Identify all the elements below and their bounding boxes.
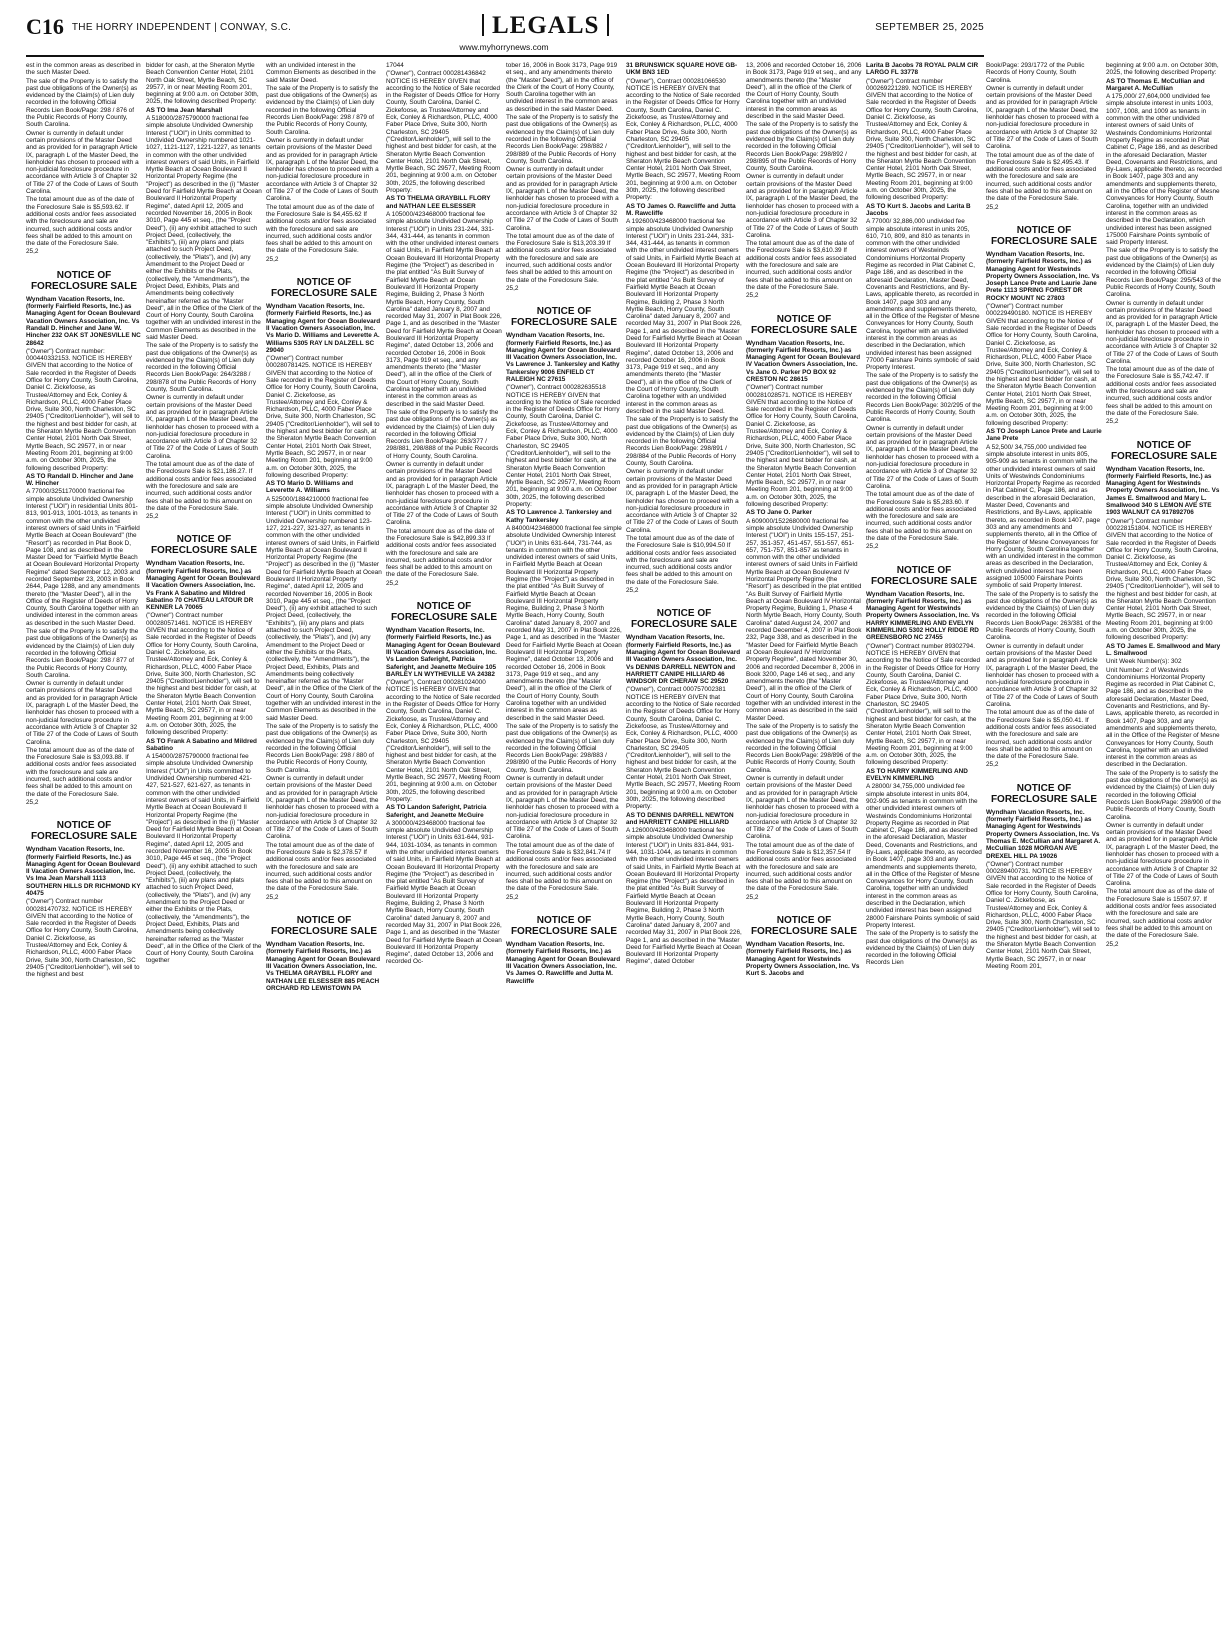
notice-text: The total amount due as of the date of the Foreclosure Sale is $3,093.88. If additional costs and/or fees associated with the foreclosure and sale are incurred, such additional costs and/or fees shall be added to this amount on the date of the Foreclosure Sale. xyxy=(26,746,137,798)
notice-heading: NOTICE OF FORECLOSURE SALE xyxy=(630,608,738,631)
notice-party: AS TO Mario D. Williams and Leverette A. Williams xyxy=(266,480,354,495)
notice-party: Wyndham Vacation Resorts, Inc. (formerly Fairfield Resorts, Inc.) as Managing Agent for Ocean Boulevard II Vacation Owners Association, Inc. Vs Ima Jean Marshall 1113 SOUTHERN HILLS DR RICHMOND KY 40475 xyxy=(26,846,141,897)
notice-text: The sale of the Property is to satisfy the past due obligations of the Owner(s) as evidenced by the Claim(s) of Lien duly recorded in the following Official Records Lien Book/Page: 298 / 876 of the Public Records of Horry County, South Carolina. xyxy=(26,77,139,129)
notice-text: The sale of the Property is to satisfy the past due obligations of the Owner(s) as evidenced by the Claim(s) of Lien duly recorded in the following Official Records Lien Book/Page: 263/381 of the Public Records of Horry County, South Carolina. xyxy=(986,590,1102,642)
notice-party: AS TO Thomas E. McCullian and Margaret A. McCullian xyxy=(1106,77,1205,92)
notice-party: AS TO HARRY KIMMERLING AND EVELYN KIMMERLING xyxy=(866,767,968,783)
notice-party: AS TO Jane O. Parker xyxy=(746,509,812,517)
notice-party: Wyndham Vacation Resorts, Inc. (formerly Fairfield Resorts, Inc.) as Managing Agent for Ocean Boulevard IV Vacation Owners Association, Inc. Vs Jane O. Parker PO BOX 92 CRESTON NC 28615 xyxy=(746,339,861,383)
notice-party: AS TO James E. Smallwood and Mary L. Smallwood xyxy=(1106,642,1221,657)
legal-column xyxy=(506,62,622,1627)
notice-text: Owner is currently in default under certain provisions of the Master Deed and as provided for in paragraph Article IX, paragraph L of the Master Deed, the lienholder has chosen to proceed with a non-judicial foreclosure procedure in accordance with Article 3 of Chapter 32 of Title 27 of the Code of Laws of South Carolina. xyxy=(626,468,739,534)
notice-party: Wyndham Vacation Resorts, Inc. (formerly Fairfield Resorts, Inc.) as Managing Agent for Westwinds Property Owners Association, Inc. Vs Thomas E. McCullian and Margaret A. McCullian 1028 MORGAN AVE DREXEL HILL PA 19026 xyxy=(986,808,1101,860)
notice-text: 25,2 xyxy=(506,284,519,292)
section-title-wrap xyxy=(474,12,617,40)
notice-text: The total amount due as of the date of the Foreclosure Sale is $5,593.62. If additional costs and/or fees associated with the foreclosure and sale are incurred, such additional costs and/or fees shall be added to this amount on the date of the Foreclosure Sale. xyxy=(26,196,137,248)
notice-text: Owner is currently in default under certain provisions of the Master Deed and as provided for in paragraph Article IX, paragraph L of the Master Deed, the lienholder has chosen to proceed with a non-judicial foreclosure procedure in accordance with Article 3 of Chapter 32 of Title 27 of the Code of Laws of South Carolina. xyxy=(266,136,379,203)
notice-text: 25,2 xyxy=(386,579,399,587)
notice-text: Book/Page: 293/1772 of the Public Records of Horry County, South Carolina. xyxy=(986,62,1085,84)
notice-text: The sale of the Property is to satisfy the past due obligations of the Owner(s) as evidenced by the Claim(s) of Lien duly recorded in the following Official Records Lien Book/Page: 298/883 / 298/890 of the Public Records of Horry County, South Carolina. xyxy=(506,722,619,774)
legal-columns xyxy=(26,62,1222,1627)
notice-text: 25,2 xyxy=(1106,418,1119,426)
notice-text: ("Owner"), Contract 000281436842 NOTICE IS HEREBY GIVEN that according to the Notice of Sale recorded in the Register of Deeds Office for Horry County, South Carolina, Daniel C. Zickefoose, as Trustee/Attorney and Eck, Conley & Richardson, PLLC, 4000 Faber Place Drive, Suite 300, North Charleston, SC 29405 ("Creditor/Lienholder"), will sell to the highest and best bidder for cash, at the Sheraton Myrtle Beach Convention Center Hotel, 2101 North Oak Street, Myrtle Beach, SC 29577, Meeting Room 201, beginning at 9:00 a.m. on October 30th, 2025, the following described Property: xyxy=(386,70,501,195)
notice-text: 25,2 xyxy=(266,893,279,901)
notice-text: A 192600/423468000 fractional fee simple absolute Undivided Ownership Interest ("UOI") in Units 231-244, 331-344, 431-444, as tenants in common with the other undivided interest owners of said Units, in Fairfield Myrtle Beach at Ocean Boulevard III Horizontal Property Regime (the "Project") as described in the plat entitled "As Built Survey of Fairfield Myrtle Beach at Ocean Boulevard III Horizontal Property Regime, Building 2, Phase 3 North Myrtle Beach, Horry County, South Carolina" dated January 8, 2007 and recorded May 31, 2007 in Plat Book 226, Page 1, and as described in the "Master Deed for Fairfield Myrtle Beach at Ocean Boulevard III Horizontal Property Regime", dated October 13, 2006 and recorded October 16, 2006 in Book 3173, Page 919 et seq., and any amendments thereto (the "Master Deed"), all in the office of the Clerk of the Court of Horry County, South Carolina together with an undivided interest in the common areas as described in the said Master Deed. xyxy=(626,218,742,415)
notice-text: The sale of the Property is to satisfy the past due obligations of the Owner(s) as evidenced by the Claim(s) of Lien duly recorded in the following Official Records Lien xyxy=(866,930,979,967)
notice-text: ("Owner"), Contract 000281066530 NOTICE IS HEREBY GIVEN that according to the Notice of Sale recorded in the Register of Deeds Office for Horry County, South Carolina, Daniel C. Zickefoose, as Trustee/Attorney and Eck, Conley & Richardson, PLLC, 4000 Faber Place Drive, Suite 300, North Charleston, SC 29405 ("Creditor/Lienholder"), will sell to the highest and best bidder for cash, at the Sheraton Myrtle Beach Convention Center Hotel, 2101 North Oak Street, Myrtle Beach, SC 29577, Meeting Room 201, beginning at 9:00 a.m. on October 30th, 2025, the following described Property: xyxy=(626,77,741,202)
notice-text: The sale of the Property is to satisfy the past due obligations of the Owner(s) as evidenced by the Claim(s) of Lien duly recorded in the following Official Records Lien Book/Page: 298/892 / 298/895 of the Public Records of Horry County, South Carolina. xyxy=(746,121,859,173)
legal-column xyxy=(386,62,502,1627)
legal-column xyxy=(26,62,142,1627)
notice-text: The sale of the Property is to satisfy the past due obligations of the Owner(s) as evidenced by the Claim(s) of Lien duly recorded in the following Official Records Lien Book/Page: 295/543 of the Public Records of Horry County, South Carolina. xyxy=(1106,247,1222,299)
notice-text: The sale of the Property is to satisfy the past due obligations of the Owner(s) as evidenced by the Claim(s) of Lien duly recorded in the following Official Records Lien Book/Page: 298/891 / 298/884 of the Public Records of Horry County, South Carolina. xyxy=(626,416,739,468)
notice-text: The sale of the Property is to satisfy the past due obligations of the Owner(s) as evidenced by the Claim(s) of Lien duly recorded in the following Official Records Lien Book/Page: 298 / 877 of the Public Records of Horry County, South Carolina. xyxy=(26,628,139,679)
notice-text: Owner is currently in default under certain provisions of the Master Deed and as provided for in paragraph Article IX, paragraph L of the Master Deed, the lienholder has chosen to proceed with a non-judicial foreclosure procedure in accordance with Article 3 of Chapter 32 of Title 27 of the Code of Laws of South Carolina. xyxy=(746,775,859,841)
notice-text: Owner is currently in default under certain provisions of the Master Deed and as provided for in paragraph Article IX, paragraph L of the Master Deed, the lienholder has chosen to proceed with a non-judicial foreclosure procedure in accordance with Article 3 of Chapter 32 of Title 27 of the Code of Laws of South Carolina. xyxy=(986,642,1099,709)
notice-party: Wyndham Vacation Resorts, Inc. (formerly Fairfield Resorts, Inc.) as Managing Agent for Ocean Boulevard II Vacation Owners Association, Inc. Vs Frank A Sabatino and Mildred Sabatino 70 CHATEAU LATOUR DR KENNER LA 70065 xyxy=(146,560,261,612)
notice-heading: NOTICE OF FORECLOSURE SALE xyxy=(1110,439,1218,462)
notice-party: Wyndham Vacation Resorts, Inc. (formerly Fairfield Resorts, Inc.) as Managing Agent for Ocean Boulevard III Vacation Owners Association, Inc. Vs Landon Saferight, Patricia Saferight, and Jeanette McGuire 105 BARLEY LN WYTHEVILLE VA 24382 xyxy=(386,627,501,678)
notice-text: bidder for cash, at the Sheraton Myrtle Beach Convention Center Hotel, 2101 North Oak Street, Myrtle Beach, SC 29577, in or near Meeting Room 201, beginning at 9:00 a.m. on October 30th, 2025, the following described Property: xyxy=(146,62,259,106)
notice-party: Wyndham Vacation Resorts, Inc. (formerly Fairfield Resorts, Inc.) as Managing Agent for Ocean Boulevard Vacation Owners Association, Inc. Vs Randall D. Hincher and Jane W. Hincher 232 OAK ST JONESVILLE NC 28642 xyxy=(26,295,141,347)
notice-text: 25,2 xyxy=(26,798,39,806)
header-rule xyxy=(26,55,984,57)
notice-party: Wyndham Vacation Resorts, Inc. (formerly Fairfield Resorts, Inc.) as Managing Agent for Westwinds Property Owners Association, Inc. Vs James E. Smallwood and Mary L. Smallwood 340 S LEMON AVE STE 1903 WALNUT CA 917892706 xyxy=(1106,465,1220,517)
notice-heading: NOTICE OF FORECLOSURE SALE xyxy=(30,269,138,292)
notice-text: ("Owner") Contract number 000229490180. NOTICE IS HEREBY GIVEN that according to the Notice of Sale recorded in the Register of Deeds Office for Horry County, South Carolina, Daniel C. Zickefoose, as Trustee/Attorney and Eck, Conley & Richardson, PLLC, 4000 Faber Place Drive, Suite 300, North Charleston, SC 29405 ("Creditor/Lienholder"), will sell to the highest and best bidder for cash, at the Sheraton Myrtle Beach Convention Center Hotel, 2101 North Oak Street, Myrtle Beach, SC 29577, in or near Meeting Room 201, beginning at 9:00 a.m. on October 30th, 2025, the following described Property: xyxy=(986,303,1100,427)
notice-text: The sale of the Property is to satisfy the past due obligations of the Owner(s) as evidenced by the Claim(s) of Lien duly recorded in the following Official Records Lien Book/Page: 298 / 880 of the Public Records of Horry County, South Carolina. xyxy=(266,722,379,774)
notice-heading: NOTICE OF FORECLOSURE SALE xyxy=(510,306,618,329)
notice-text: A 126000/423468000 fractional fee simple absolute Undivided Ownership Interest ("UOI") in Units 831-844, 931-944, 1031-1044, as tenants in common with the other undivided interest owners of said Units, in Fairfield Myrtle Beach at Ocean Boulevard III Horizontal Property Regime (the "Project") as described in the plat entitled "As Built Survey of Fairfield Myrtle Beach at Ocean Boulevard III Horizontal Property Regime, Building 2, Phase 3 North Myrtle Beach, Horry County, South Carolina" dated January 8, 2007 and recorded May 31, 2007 in Plat Book 226, Page 1, and as described in the "Master Deed for Fairfield Myrtle Beach at Ocean Boulevard III Horizontal Property Regime", dated October xyxy=(626,827,742,966)
notice-heading: NOTICE OF FORECLOSURE SALE xyxy=(750,915,858,938)
notice-text: The total amount due as of the date of the Foreclosure Sale is $4,455.62 If additional costs and/or fees associated with the foreclosure and sale are incurred, such additional costs and/or fees shall be added to this amount on the date of the Foreclosure Sale. xyxy=(266,203,377,255)
notice-heading: NOTICE OF FORECLOSURE SALE xyxy=(990,782,1098,805)
notice-text: ("Owner") Contract number 000281028571. NOTICE IS HEREBY GIVEN that according to the Notice of Sale recorded in the Register of Deeds Office for Horry County, South Carolina, Daniel C. Zickefoose, as Trustee/Attorney and Eck, Conley & Richardson, PLLC, 4000 Faber Place Drive, Suite 300, North Charleston, SC 29405 ("Creditor/Lienholder"), will sell to the highest and best bidder for cash, at the Sheraton Myrtle Beach Convention Center Hotel, 2101 North Oak Street, Myrtle Beach, SC 29577, in or near Meeting Room 201, beginning at 9:00 a.m. on October 30th, 2025, the following described Property: xyxy=(746,384,860,509)
notice-text: A 77000/ 32,886,000 undivided fee simple absolute interest in units 205, 610, 710, 809, and 810 as tenants in common with the other undivided interest owners of Westwinds Condominiums Horizontal Property Regime as recorded in Plat Cabinet C, Page 186, and as described in the aforesaid Declaration, Master Deed, Covenants and Restrictions, and By-Laws, applicable thereto, as recorded in Book 1407, page 303 and any amendments and supplements thereto, all in the Office of the Register of Mesne Conveyances for Horry County, South Carolina, together with an undivided interest in the common areas as described in the Declaration, which undivided interest has been assigned 77000 Fairshare Points symbolic of said Property Interest. xyxy=(866,218,980,372)
notice-text: 25,2 xyxy=(266,255,279,263)
masthead xyxy=(26,14,984,40)
notice-text: The total amount due as of the date of the Foreclosure Sale is $2,378.57 If additional costs and/or fees associated with the foreclosure and sale are incurred, such additional costs and/or fees shall be added to this amount on the date of the Foreclosure Sale. xyxy=(266,841,377,893)
notice-text: A 175,000/ 27,604,000 undivided fee simple absolute interest in units 1003, 1007, 1008, and 1009 as tenants in common with the other undivided interest owners of said Units of Westwinds Condominiums Horizontal Property Regime as recorded in Plat Cabinet C, Page 186, and as described in the aforesaid Declaration, Master Deed, Covenants and Restrictions, and By-Laws, applicable thereto, as recorded in Book 1407, page 303 and any amendments and supplements thereto, all in the Office of the Register of Mesne Conveyances for Horry County, South Carolina, together with an undivided interest in the common areas as described in the Declaration, which undivided interest has been assigned 175000 Fairshare Points symbolic of said Property Interest. xyxy=(1106,93,1222,247)
notice-text: The sale of the Property is to satisfy the past due obligations of the Owner(s) as evidenced by the Claim(s) of Lien duly recorded in the following Official Records Lien Book/Page: 264/3288 / 298/878 of the Public Records of Horry County, South Carolina. xyxy=(146,342,259,394)
notice-text: 25,2 xyxy=(626,587,639,595)
notice-text: 25,2 xyxy=(146,513,159,521)
notice-text: Owner is currently in default under certain provisions of the Master Deed and as provided for in paragraph Article IX, paragraph L of the Master Deed, the lienholder has chosen to proceed with a non-judicial foreclosure procedure in accordance with Article 3 of Chapter 32 of Title 27 of the Code of Laws of South Carolina. xyxy=(26,129,139,196)
notice-text: 25,2 xyxy=(746,893,759,901)
notice-text: Owner is currently in default under certain provisions of the Master Deed and as provided for in paragraph Article IX, paragraph L of the Master Deed, the lienholder has chosen to proceed with a non-judicial foreclosure procedure in accordance with Article 3 of Chapter 32 of Title 27 of the Code of Laws of South Carolina. xyxy=(986,84,1099,151)
notice-text: The sale of the Property is to satisfy the past due obligations of the Owner(s) as evidenced by the Claim(s) of Lien duly recorded in the following Official Records Lien Book/Page: 298 / 879 of the Public Records of Horry County, South Carolina. xyxy=(266,84,379,136)
notice-party: AS TO Kurt S. Jacobs and Larita B Jacobs xyxy=(866,202,971,217)
notice-text: ("Owner"), Contract 000757002381 NOTICE IS HEREBY GIVEN that according to the Notice of Sale recorded in the Register of Deeds Office for Horry County, South Carolina, Daniel C. Zickefoose, as Trustee/Attorney and Eck, Conley & Richardson, PLLC, 4000 Faber Place Drive, Suite 300, North Charleston, SC 29405 ("Creditor/Lienholder"), will sell to the highest and best bidder for cash, at the Sheraton Myrtle Beach Convention Center Hotel, 2101 North Oak Street, Myrtle Beach, SC 29577, Meeting Room 201, beginning at 9:00 a.m. on October 30th, 2025, the following described Property: xyxy=(626,686,741,811)
notice-party: AS TO Ima Jean Marshall xyxy=(146,106,223,114)
notice-text: The total amount due as of the date of the Foreclosure Sale is $32,841.74 If additional costs and/or fees associated with the foreclosure and sale are incurred, such additional costs and/or fees shall be added to this amount on the date of the Foreclosure Sale. xyxy=(506,841,617,893)
notice-text: Owner is currently in default under certain provisions of the Master Deed and as provided for in paragraph Article IX, paragraph L of the Master Deed, the lienholder has chosen to proceed with a non-judicial foreclosure procedure in accordance with Article 3 of Chapter 32 of Title 27 of the Code of Laws of South Carolina. xyxy=(866,424,979,490)
notice-text: The sale of the Property is to satisfy the past due obligations of the Owner(s) as evidenced by the Claim(s) of Lien duly recorded in the following Official Records Lien Book/Page: 302/295 of the Public Records of Horry County, South Carolina. xyxy=(866,372,982,424)
notice-text: A 525000/1884210000 fractional fee simple absolute Undivided Ownership Interest ("UOI") in Units committed to Undivided Ownership numbered 123-127, 221-227, 321-327, as tenants in common with the other undivided interest owners of said Units, in Fairfield Myrtle Beach at Ocean Boulevard II Horizontal Property Regime (the "Project") as described in the (i) "Master Deed for Fairfield Myrtle Beach at Ocean Boulevard II Horizontal Property Regime", dated April 12, 2005 and recorded November 16, 2005 in Book 3010, Page 445 et seq., (the "Project Deed"), (ii) any exhibit attached to such Project Deed, (collectively, the "Exhibits"), (iii) any plans and plats attached to such Project Deed, (collectively, the "Plats"), and (iv) any Amendment to the Project Deed or either the Exhibits or the Plats, (collectively, the "Amendments"), the Project Deed, Exhibits, Plats and Amendments being collectively hereinafter referred as the "Master Deed", all in the Office of the Clerk of the Court of Horry County, South Carolina together with an undivided interest in the Common Elements as described in the said Master Deed. xyxy=(266,495,382,722)
notice-text: Unit Number: 2 of Westwinds Condominiums Horizontal Property Regime as recorded in Plat Cabinet C, Page 186, and as described in the aforesaid Declaration, Master Deed, Covenants and Restrictions, and By-Laws, applicable thereto, as recorded in Book 1407, Page 303, and any amendments and supplements thereto, all in the Office of the Register of Mesne Conveyances for Horry County, South Carolina, together with an undivided interest in the common areas as described in the Declaration. xyxy=(1106,666,1220,769)
notice-party: Wyndham Vacation Resorts, Inc. (formerly Fairfield Resorts, Inc.) as Managing Agent for Ocean Boulevard III Vacation Owners Association, Inc. Vs James O. Rawcliffe and Jutta M. Rawcliffe xyxy=(506,941,621,985)
notice-text: Unit Week Number(s): 302 xyxy=(1106,658,1182,666)
notice-text: est in the common areas as described in the such Master Deed. xyxy=(26,62,141,77)
notice-text: A 52,500/ 34,755,000 undivided fee simple absolute interest in units 805, 905-909 as tenants in common with the other undivided interest owners of said Units of Westwinds Condominiums Horizontal Property Regime as recorded in Plat Cabinet C, Page 186, and as described in the aforesaid Declaration, Master Deed, Covenants and Restrictions, and By-Laws, applicable thereto, as recorded in Book 1407, page 303 and any amendments and supplements thereto, all in the Office of the Register of Mesne Conveyances for Horry County, South Carolina together with an undivided interest in the common areas as described in the Declaration, which undivided interest has been assigned 105000 Fairshare Points symbolic of said Property Interest. xyxy=(986,443,1102,590)
notice-text: Owner is currently in default under certain provisions of the Master Deed and as provided for in paragraph Article IX, paragraph L of the Master Deed, the lienholder has chosen to proceed with a non-judicial foreclosure procedure in accordance with Article 3 of Chapter 32 of Title 27 of the Code of Laws of South Carolina. xyxy=(1106,299,1219,365)
notice-text: A 28000/ 34,755,000 undivided fee simple absolute interest in units 804, 902-905 as tenants in common with the other undivided interest owners of Westwinds Condominiums Horizontal Property Regime as recorded in Plat Cabinet C, Page 186, and as described in the aforesaid Declaration, Master Deed, Covenants and Restrictions, and By-Laws, applicable thereto, as recorded in Book 1407, page 303 and any amendments and supplements thereto, all in the Office of the Register of Mesne Conveyances for Horry County, South Carolina, together with an undivided interest in the common areas as described in the Declaration, which undivided interest has been assigned 28000 Fairshare Points symbolic of said Property Interest. xyxy=(866,783,982,929)
section-title: LEGALS xyxy=(492,12,600,39)
notice-text: tober 16, 2006 in Book 3173, Page 919 et seq., and any amendments thereto (the "Master Deed"), all in the office of the Clerk of the Court of Horry County, South Carolina together with an undivided interest in the common areas as described in the said Master Deed. xyxy=(506,62,618,113)
notice-text: The total amount due as of the date of the Foreclosure Sale is $13,203.39 If additional costs and/or fees associated with the foreclosure and sale are incurred, such additional costs and/or fees shall be added to this amount on the date of the Foreclosure Sale. xyxy=(506,232,617,284)
notice-text: A 154000/2875790000 fractional fee simple absolute Undivided Ownership Interest ("UOI") in Units committed to Undivided Ownership numbered 421-427, 521-527, 621-627, as tenants in common with the other undivided interest owners of said Units, in Fairfield Myrtle Beach at Ocean Boulevard II Horizontal Property Regime (the "Project") as described in the (i) "Master Deed for Fairfield Myrtle Beach at Ocean Boulevard II Horizontal Property Regime", dated April 12, 2005 and recorded November 16, 2005 in Book 3010, Page 445 et seq., (the "Project Deed"), (ii) any exhibit attached to such Project Deed, (collectively, the "Exhibits"), (iii) any plans and plats attached to such Project Deed, (collectively, the "Plats"), and (iv) any Amendment to the Project Deed or either the Exhibits or the Plats, (collectively, the "Amendments"), the Project Deed, Exhibits, Plats and Amendments being collectively hereinafter referred as the "Master Deed", all in the Office of the Clerk of the Court of Horry County, South Carolina together xyxy=(146,753,262,965)
notice-text: The total amount due as of the date of the Foreclosure Sale is $5,283.60. If additional costs and/or fees associated with the foreclosure and sale are incurred, such additional costs and/or fees shall be added to this amount on the date of the Foreclosure Sale. xyxy=(866,491,977,542)
notice-party: Wyndham Vacation Resorts, Inc. (formerly Fairfield Resorts, Inc.) as Managing Agent for Ocean Boulevard III Vacation Owners Association, Inc. Vs DENNIS DARRELL NEWTON and HARRIETT CANIPE HILLIARD 46 WINDSOR DR CHERAW SC 29520 xyxy=(626,634,741,686)
notice-party: AS TO THELMA GRAYBILL FLORY and NATHAN LEE ELSESSER xyxy=(386,195,491,210)
notice-text: The total amount due as of the date of the Foreclosure Sale is $12,357.54 If additional costs and/or fees associated with the foreclosure and sale are incurred, such additional costs and/or fees shall be added to this amount on the date of the Foreclosure Sale. xyxy=(746,841,857,893)
notice-text: Owner is currently in default under certain provisions of the Master Deed and as provided for in paragraph Article IX, paragraph L of the Master Deed, the lienholder has chosen to proceed with a non-judicial foreclosure procedure in accordance with Article 3 of Chapter 32 of Title 27 of the Code of Laws of South Carolina. xyxy=(146,394,259,460)
notice-party: AS TO Lawrence J. Tankersley and Kathy Tankersley xyxy=(506,509,612,524)
notice-text: Owner is currently in default under certain provisions of the Master Deed and as provided for in paragraph Article IX, paragraph L of the Master Deed, the lienholder has chosen to proceed with a non-judicial foreclosure procedure in accordance with Article 3 of Chapter 32 of Title 27 of the Code of Laws of South Carolina. xyxy=(386,461,499,527)
notice-party: Larita B Jacobs 78 ROYAL PALM CIR LARGO FL 33778 xyxy=(866,62,979,77)
notice-party: AS TO DENNIS DARRELL NEWTON and HARRIETT CANIPE HILLIARD xyxy=(626,811,734,826)
notice-party: Wyndham Vacation Resorts, Inc. (formerly Fairfield Resorts, Inc.) as Managing Agent for Westwinds Property Owners Association, Inc. Vs Joseph Lance Prete and Laurie Jane Prete 1113 SPRING FOREST DR ROCKY MOUNT NC 27803 xyxy=(986,250,1100,302)
notice-heading: NOTICE OF FORECLOSURE SALE xyxy=(990,224,1098,247)
notice-heading: NOTICE OF FORECLOSURE SALE xyxy=(270,915,378,938)
notice-text: The total amount due as of the date of the Foreclosure Sale is $21,186.27. If additional costs and/or fees associated with the foreclosure and sale are incurred, such additional costs and/or fees shall be added to this amount on the date of the Foreclosure Sale. xyxy=(146,461,257,512)
notice-text: ("Owner") Contract number 000281470732. NOTICE IS HEREBY GIVEN that according to the Notice of Sale recorded in the Register of Deeds Office for Horry County, South Carolina, Daniel C. Zickefoose, as Trustee/Attorney and Eck, Conley & Richardson, PLLC, 4000 Faber Place Drive, Suite 300, North Charleston, SC 29405 ("Creditor/Lienholder"), will sell to the highest and best xyxy=(26,898,140,979)
notice-party: Wyndham Vacation Resorts, Inc. (formerly Fairfield Resorts, Inc.) as Managing Agent for Westwinds Property Owners Association, Inc. Vs HARRY KIMMERLING AND EVELYN KIMMERLING 5302 HOLLY RIDGE RD GREENSBORO NC 27455 xyxy=(866,590,980,642)
notice-text: The sale of the Property is to satisfy the past due obligations of the Owner(s) as evidenced by the Claim(s) of Lien duly recorded in the following Official Records Lien Book/Page: 298/896 of the Public Records of Horry County, South Carolina. xyxy=(746,722,862,774)
notice-party: Wyndham Vacation Resorts, Inc. (formerly Fairfield Resorts, Inc.) as Managing Agent for Westwinds Property Owners Association, Inc. Vs Kurt S. Jacobs and xyxy=(746,941,860,978)
notice-text: A 77000/3251170000 fractional fee simple absolute Undivided Ownership Interest ("UOI") in residential Units 801-813, 901-913, 1001-1013, as tenants in common with the other undivided interest owners of said Units in "Fairfield Myrtle Beach at Ocean Boulevard" (the "Resort") as recorded in Plat Book D, Page 108, and as described in the Master Deed for "Fairfield Myrtle Beach at Ocean Boulevard Horizontal Property Regime" dated September 12, 2003 and recorded September 23, 2003 in Book 2644, Page 1288, and any amendments thereto (the "Master Deed"), all in the Office of the Register of Deeds of Horry County, South Carolina together with an undivided interest in the common areas as described in the such Master Deed. xyxy=(26,488,141,627)
notice-text: A 518000/2875790000 fractional fee simple absolute Undivided Ownership Interest ("UOI") in Units committed to Undivided Ownership numbered 1021-1027, 1121-1127, 1221-1227, as tenants in common with the other undivided interest owners of said Units, in Fairfield Myrtle Beach at Ocean Boulevard II Horizontal Property Regime (the "Project") as described in the (i) "Master Deed for Fairfield Myrtle Beach at Ocean Boulevard II Horizontal Property Regime", dated April 12, 2005 and recorded November 16, 2005 in Book 3010, Page 445 et seq., (the "Project Deed"), (ii) any exhibit attached to such Project Deed, (collectively, the "Exhibits"), (iii) any plans and plats attached to such Project Deed, (collectively, the "Plats"), and (iv) any Amendment to the Project Deed or either the Exhibits or the Plats, (collectively, the "Amendments"), the Project Deed, Exhibits, Plats and Amendments being collectively hereinafter referred as the "Master Deed", all in the Office of the Clerk of the Court of Horry County, South Carolina together with an undivided interest in the Common Elements as described in the said Master Deed. xyxy=(146,115,262,341)
notice-text: A 300000/423468000 fractional fee simple absolute Undivided Ownership Interest ("UOI") in Units 631-644, 931-944, 1031-1034, as tenants in common with the other undivided interest owners of said Units, in Fairfield Myrtle Beach at Ocean Boulevard III Horizontal Property Regime (the "Project") as described in the plat entitled "As Built Survey of Fairfield Myrtle Beach at Ocean Boulevard III Horizontal Property Regime, Building 2, Phase 3 North Myrtle Beach, Horry County, South Carolina" dated January 8, 2007 and recorded May 31, 2007 in Plat Book 226, Page 1, and as described in the "Master Deed for Fairfield Myrtle Beach at Ocean Boulevard III Horizontal Property Regime", dated October 13, 2006 and recorded Oc- xyxy=(386,819,502,966)
notice-text: 13, 2006 and recorded October 16, 2006 in Book 3173, Page 919 et seq., and any amendments thereto (the "Master Deed"), all in the office of the Clerk of the Court of Horry County, South Carolina together with an undivided interest in the common areas as described in the said Master Deed. xyxy=(746,62,862,121)
notice-text: The total amount due as of the date of the Foreclosure Sale is $3,610.39 If additional costs and/or fees associated with the foreclosure and sale are incurred, such additional costs and/or fees shall be added to this amount on the date of the Foreclosure Sale. xyxy=(746,240,857,291)
issue-date: SEPTEMBER 25, 2025 xyxy=(875,21,984,33)
notice-heading: NOTICE OF FORECLOSURE SALE xyxy=(750,313,858,336)
legal-column xyxy=(1106,62,1222,1627)
publication-line: THE HORRY INDEPENDENT | CONWAY, S.C. xyxy=(71,21,292,33)
legal-column xyxy=(986,62,1102,1627)
legal-column xyxy=(266,62,382,1627)
notice-party: Wyndham Vacation Resorts, Inc. (formerly Fairfield Resorts, Inc.) as Managing Agent for Ocean Boulevard III Vacation Owners Association, Inc. Vs THELMA GRAYBILL FLORY and NATHAN LEE ELSESSER 885 PEACH ORCHARD RD LEWISTOWN PA xyxy=(266,941,381,992)
notice-text: A 84000/423468000 fractional fee simple absolute Undivided Ownership Interest ("UOI") in Units 631-644, 731-744, as tenants in common with the other undivided interest owners of said Units, in Fairfield Myrtle Beach at Ocean Boulevard III Horizontal Property Regime (the "Project") as described in the plat entitled "As Built Survey of Fairfield Myrtle Beach at Ocean Boulevard III Horizontal Property Regime, Building 2, Phase 3 North Myrtle Beach, Horry County, South Carolina" dated January 8, 2007 and recorded May 31, 2007 in Plat Book 226, Page 1, and as described in the "Master Deed for Fairfield Myrtle Beach at Ocean Boulevard III Horizontal Property Regime", dated October 13, 2006 and recorded October 16, 2006 in Book 3173, Page 919 et seq., and any amendments thereto (the "Master Deed"), all in the office of the Clerk of the Court of Horry County, South Carolina together with an undivided interest in the common areas as described in the said Master Deed. xyxy=(506,524,622,722)
notice-party: AS TO Joseph Lance Prete and Laurie Jane Prete xyxy=(986,428,1102,443)
notice-text: ("Owner"), Contract 000281024000 NOTICE IS HEREBY GIVEN that according to the Notice of Sale recorded in the Register of Deeds Office for Horry County, South Carolina, Daniel C. Zickefoose, as Trustee/Attorney and Eck, Conley & Richardson, PLLC, 4000 Faber Place Drive, Suite 300, North Charleston, SC 29405 ("Creditor/Lienholder"), will sell to the highest and best bidder for cash, at the Sheraton Myrtle Beach Convention Center Hotel, 2101 North Oak Street, Myrtle Beach, SC 29577, Meeting Room 201, beginning at 9:00 a.m. on October 30th, 2025, the following described Property: xyxy=(386,679,501,803)
notice-text: The total amount due as of the date of the Foreclosure Sale is $5,742.47. If additional costs and/or fees associated with the foreclosure and sale are incurred, such additional costs and/or fees shall be added to this amount on the date of the Foreclosure Sale. xyxy=(1106,366,1217,417)
notice-party: AS TO Landon Saferight, Patricia Saferight, and Jeanette McGuire xyxy=(386,804,487,819)
notice-text: beginning at 9:00 a.m. on October 30th, 2025, the following described Property: xyxy=(1106,62,1219,77)
notice-heading: NOTICE OF FORECLOSURE SALE xyxy=(510,915,618,938)
notice-text: ("Owner") Contract number 000280781425. NOTICE IS HEREBY GIVEN that according to the Notice of Sale recorded in the Register of Deeds Office for Horry County, South Carolina, Daniel C. Zickefoose, as Trustee/Attorney and Eck, Conley & Richardson, PLLC, 4000 Faber Place Drive, Suite 300, North Charleston, SC 29405 ("Creditor/Lienholder"), will sell to the highest and best bidder for cash, at the Sheraton Myrtle Beach Convention Center Hotel, 2101 North Oak Street, Myrtle Beach, SC 29577, in or near Meeting Room 201, beginning at 9:00 a.m. on October 30th, 2025, the following described Property: xyxy=(266,355,380,479)
notice-text: ("Owner") Contract number 000280571461. NOTICE IS HEREBY GIVEN that according to the Notice of Sale recorded in the Register of Deeds Office for Horry County, South Carolina, Daniel C. Zickefoose, as Trustee/Attorney and Eck, Conley & Richardson, PLLC, 4000 Faber Place Drive, Suite 300, North Charleston, SC 29405 ("Creditor/Lienholder"), will sell to the highest and best bidder for cash, at the Sheraton Myrtle Beach Convention Center Hotel, 2101 North Oak Street, Myrtle Beach, SC 29577, in or near Meeting Room 201, beginning at 9:00 a.m. on October 30th, 2025, the following described Property: xyxy=(146,612,260,737)
notice-heading: NOTICE OF FORECLOSURE SALE xyxy=(150,534,258,557)
legal-column xyxy=(866,62,982,1627)
notice-text: Owner is currently in default under certain provisions of the Master Deed and as provided for in paragraph Article IX, paragraph L of the Master Deed, the lienholder has chosen to proceed with a non-judicial foreclosure procedure in accordance with Article 3 of Chapter 32 of Title 27 of the Code of Laws of South Carolina. xyxy=(26,680,139,746)
divider-right xyxy=(607,14,609,36)
notice-text: The total amount due as of the date of the Foreclosure Sale is $42,899.33 If additional costs and/or fees associated with the foreclosure and sale are incurred, such additional costs and/or fees shall be added to this amount on the date of the Foreclosure Sale. xyxy=(386,527,497,579)
legal-column xyxy=(146,62,262,1627)
notice-text: Owner is currently in default under certain provisions of the Master Deed and as provided for in paragraph Article IX, paragraph L of the Master Deed, the lienholder has chosen to proceed with a non-judicial foreclosure procedure in accordance with Article 3 of Chapter 32 of Title 27 of the Code of Laws of South Carolina. xyxy=(1106,821,1219,888)
notice-party: 31 BRUNSWICK SQUARE HOVE GB-UKM BN3 1ED xyxy=(626,62,738,77)
notice-party: AS TO James O. Rawcliffe and Jutta M. Rawcliffe xyxy=(626,202,736,217)
notice-text: with an undivided interest in the Common Elements as described in the said Master Deed. xyxy=(266,62,376,84)
site-url[interactable]: www.myhorrynews.com xyxy=(459,42,549,52)
notice-text: The total amount due as of the date of the Foreclosure Sale is $10,994.50 If additional costs and/or fees associated with the foreclosure and sale are incurred, such additional costs and/or fees shall be added to this amount on the date of the Foreclosure Sale. xyxy=(626,535,737,586)
notice-text: ("Owner") Contract number: 000440332153. NOTICE IS HEREBY GIVEN that according to the Notice of Sale recorded in the Register of Deeds Office for Horry County, South Carolina, Daniel C. Zickefoose, as Trustee/Attorney and Eck, Conley & Richardson, PLLC, 4000 Faber Place Drive, Suite 300, North Charleston, SC 29405 ("Creditor/Lienholder"), will sell to the highest and best bidder for cash, at the Sheraton Myrtle Beach Convention Center Hotel, 2101 North Oak Street, Myrtle Beach, SC 29577, in or near Meeting Room 201, beginning at 9:00 a.m. on October 30th, 2025, the following described Property: xyxy=(26,347,140,472)
notice-text: Owner is currently in default under certain provisions of the Master Deed and as provided for in paragraph Article IX, paragraph L of the Master Deed, the lienholder has chosen to proceed with a non-judicial foreclosure procedure in accordance with Article 3 of Chapter 32 of Title 27 of the Code of Laws of South Carolina. xyxy=(506,166,619,232)
notice-heading: NOTICE OF FORECLOSURE SALE xyxy=(390,601,498,624)
notice-text: Owner is currently in default under certain provisions of the Master Deed and as provided for in paragraph Article IX, paragraph L of the Master Deed, the lienholder has chosen to proceed with a non-judicial foreclosure procedure in accordance with Article 3 of Chapter 32 of Title 27 of the Code of Laws of South Carolina. xyxy=(746,173,859,239)
notice-party: Wyndham Vacation Resorts, Inc. (formerly Fairfield Resorts, Inc.) as Managing Agent for Ocean Boulevard III Vacation Owners Association, Inc. Vs Lawrence J. Tankersley and Kathy Tankersley 9006 ENFIELD CT RALEIGH NC 27615 xyxy=(506,332,621,383)
notice-text: ("Owner") Contract number 000289400731. NOTICE IS HEREBY GIVEN that according to the Notice of Sale recorded in the Register of Deeds Office for Horry County, South Carolina, Daniel C. Zickefoose, as Trustee/Attorney and Eck, Conley & Richardson, PLLC, 4000 Faber Place Drive, Suite 300, North Charleston, SC 29405 ("Creditor/Lienholder"), will sell to the highest and best bidder for cash, at the Sheraton Myrtle Beach Convention Center Hotel, 2101 North Oak Street, Myrtle Beach, SC 29577, in or near Meeting Room 201, xyxy=(986,860,1100,970)
notice-text: 17044 xyxy=(386,62,404,69)
notice-text: 25,2 xyxy=(1106,940,1119,948)
notice-text: 25,2 xyxy=(986,761,999,769)
notice-text: The total amount due as of the date of the Foreclosure Sale is 15507.97. If additional costs and/or fees associated with the foreclosure and sale are incurred, such additional costs and/or fees shall be added to this amount on the date of the Foreclosure Sale. xyxy=(1106,888,1217,940)
notice-heading: NOTICE OF FORECLOSURE SALE xyxy=(30,820,138,843)
notice-text: 25,2 xyxy=(866,543,879,551)
notice-text: A 609000/1522680000 fractional fee simple absolute Undivided Ownership Interest ("UOI") in Units 155-157, 251-257, 351-357, 451-457, 551-557, 651-657, 751-757, 851-857 as tenants in common with the other undivided interest owners of said Units in Fairfield Myrtle Beach at Ocean Boulevard IV Horizontal Property Regime (the "Resort") as described in the plat entitled "As Built Survey of Fairfield Myrtle Beach at Ocean Boulevard IV Horizontal Property Regime, Building 1, Phase 4 North Myrtle Beach, Horry County, South Carolina" dated August 24, 2007 and recorded December 4, 2007 in Plat Book 232, Page 338, and as described in the "Master Deed for Fairfield Myrtle Beach at Ocean Boulevard IV Horizontal Property Regime", dated November 30, 2006 and recorded December 8, 2006 in Book 3200, Page 146 et seq., and any amendments thereto (the "Master Deed"), all in the office of the Clerk of Court of Horry County, South Carolina together with an undivided interest in the common areas as described in the said Master Deed. xyxy=(746,517,862,722)
notice-text: ("Owner") Contract number 000228151804. NOTICE IS HEREBY GIVEN that according to the Notice of Sale recorded in the Register of Deeds Office for Horry County, South Carolina, Daniel C. Zickefoose, as Trustee/Attorney and Eck, Conley & Richardson, PLLC, 4000 Faber Place Drive, Suite 300, North Charleston, SC 29405 ("Creditor/Lienholder"), will sell to the highest and best bidder for cash, at the Sheraton Myrtle Beach Convention Center Hotel, 2101 North Oak Street, Myrtle Beach, SC 29577, in or near Meeting Room 201, beginning at 9:00 a.m. on October 30th, 2025, the following described Property: xyxy=(1106,517,1220,642)
page-number: C16 xyxy=(26,14,64,39)
notice-text: ("Owner") Contract number 000269221289. NOTICE IS HEREBY GIVEN that according to the Notice of Sale recorded in the Register of Deeds Office for Horry County, South Carolina, Daniel C. Zickefoose, as Trustee/Attorney and Eck, Conley & Richardson, PLLC, 4000 Faber Place Drive, Suite 300, North Charleston, SC 29405 ("Creditor/Lienholder"), will sell to the highest and best bidder for cash, at the Sheraton Myrtle Beach Convention Center Hotel, 2101 North Oak Street, Myrtle Beach, SC 29577, in or near Meeting Room 201, beginning at 9:00 a.m. on October 30th, 2025, the following described Property: xyxy=(866,77,980,202)
notice-heading: NOTICE OF FORECLOSURE SALE xyxy=(270,277,378,300)
notice-text: A 105000/423468000 fractional fee simple absolute Undivided Ownership Interest ("UOI") in Units 231-244, 331-344, 431-444, as tenants in common with the other undivided interest owners of said Units, in Fairfield Myrtle Beach at Ocean Boulevard III Horizontal Property Regime (the "Project") as described in the plat entitled "As Built Survey of Fairfield Myrtle Beach at Ocean Boulevard III Horizontal Property Regime, Building 2, Phase 3 North Myrtle Beach, Horry County, South Carolina" dated January 8, 2007 and recorded May 31, 2007 in Plat Book 226, Page 1, and as described in the "Master Deed for Fairfield Myrtle Beach at Ocean Boulevard III Horizontal Property Regime", dated October 13, 2006 and recorded October 16, 2006 in Book 3173, Page 919 et seq., and any amendments thereto (the "Master Deed"), all in the office of the Clerk of the Court of Horry County, South Carolina together with an undivided interest in the common areas as described in the said Master Deed. xyxy=(386,210,502,408)
notice-text: 25,2 xyxy=(746,292,759,300)
notice-party: AS TO Randall D. Hincher and Jane W. Hincher xyxy=(26,472,134,488)
notice-heading: NOTICE OF FORECLOSURE SALE xyxy=(870,564,978,587)
notice-text: The total amount due as of the date of the Foreclosure Sale is $5,050.41. If additional costs and/or fees associated with the foreclosure and sale are incurred, such additional costs and/or fees shall be added to this amount on the date of the Foreclosure Sale. xyxy=(986,709,1097,761)
notice-text: The sale of the Property is to satisfy the past due obligations of the Owner(s) as evidenced by the Claim(s) of Lien duly recorded in the following Official Records Lien Book/Page: 263/377 / 298/881, 298/888 of the Public Records of Horry County, South Carolina. xyxy=(386,408,499,460)
notice-text: ("Owner"), Contract 000282635518 NOTICE IS HEREBY GIVEN that according to the Notice of Sale recorded in the Register of Deeds Office for Horry County, South Carolina, Daniel C. Zickefoose, as Trustee/Attorney and Eck, Conley & Richardson, PLLC, 4000 Faber Place Drive, Suite 300, North Charleston, SC 29405 ("Creditor/Lienholder"), will sell to the highest and best bidder for cash, at the Sheraton Myrtle Beach Convention Center Hotel, 2101 North Oak Street, Myrtle Beach, SC 29577, Meeting Room 201, beginning at 9:00 a.m. on October 30th, 2025, the following described Property: xyxy=(506,384,621,509)
legal-column xyxy=(746,62,862,1627)
notice-party: Wyndham Vacation Resorts, Inc. (formerly Fairfield Resorts, Inc.) as Managing Agent for Ocean Boulevard II Vacation Owners Association, Inc. Vs Mario D. Williams and Leverette A. Williams 5305 RAY LN DALZELL SC 29040 xyxy=(266,303,381,354)
notice-text: 25,2 xyxy=(506,893,519,901)
notice-party: AS TO Frank A Sabatino and Mildred Sabatino xyxy=(146,737,257,752)
notice-text: Owner is currently in default under certain provisions of the Master Deed and as provided for in paragraph Article IX, paragraph L of the Master Deed, the lienholder has chosen to proceed with a non-judicial foreclosure procedure in accordance with Article 3 of Chapter 32 of Title 27 of the Code of Laws of South Carolina. xyxy=(506,775,619,841)
notice-text: 25,2 xyxy=(26,248,39,256)
notice-text: The total amount due as of the date of the Foreclosure Sale is $2,495.43. If additional costs and/or fees associated with the foreclosure and sale are incurred, such additional costs and/or fees shall be added to this amount on the date of the Foreclosure Sale. xyxy=(986,151,1097,203)
notice-text: The sale of the Property is to satisfy the past due obligations of the Owner(s) as evidenced by the Claim(s) of Lien duly recorded in the following Official Records Lien Book/Page: 298/900 of the Public Records of Horry County, South Carolina. xyxy=(1106,769,1222,821)
notice-text: ("Owner") Contract number 89302794. NOTICE IS HEREBY GIVEN that according to the Notice of Sale recorded in the Register of Deeds Office for Horry County, South Carolina, Daniel C. Zickefoose, as Trustee/Attorney and Eck, Conley & Richardson, PLLC, 4000 Faber Place Drive, Suite 300, North Charleston, SC 29405 ("Creditor/Lienholder"), will sell to the highest and best bidder for cash, at the Sheraton Myrtle Beach Convention Center Hotel, 2101 North Oak Street, Myrtle Beach, SC 29577, in or near Meeting Room 201, beginning at 9:00 a.m. on October 30th, 2025, the following described Property: xyxy=(866,642,981,767)
notice-text: Owner is currently in default under certain provisions of the Master Deed and as provided for in paragraph Article IX, paragraph L of the Master Deed, the lienholder has chosen to proceed with a non-judicial foreclosure procedure in accordance with Article 3 of Chapter 32 of Title 27 of the Code of Laws of South Carolina. xyxy=(266,775,379,841)
legal-column xyxy=(626,62,742,1627)
notice-text: The sale of the Property is to satisfy the past due obligations of the Owner(s) as evidenced by the Claim(s) of Lien duly recorded in the following Official Records Lien Book/Page: 298/882 / 298/889 of the Public Records of Horry County, South Carolina. xyxy=(506,114,619,165)
divider-left xyxy=(482,14,484,36)
notice-text: 25,2 xyxy=(986,203,999,211)
